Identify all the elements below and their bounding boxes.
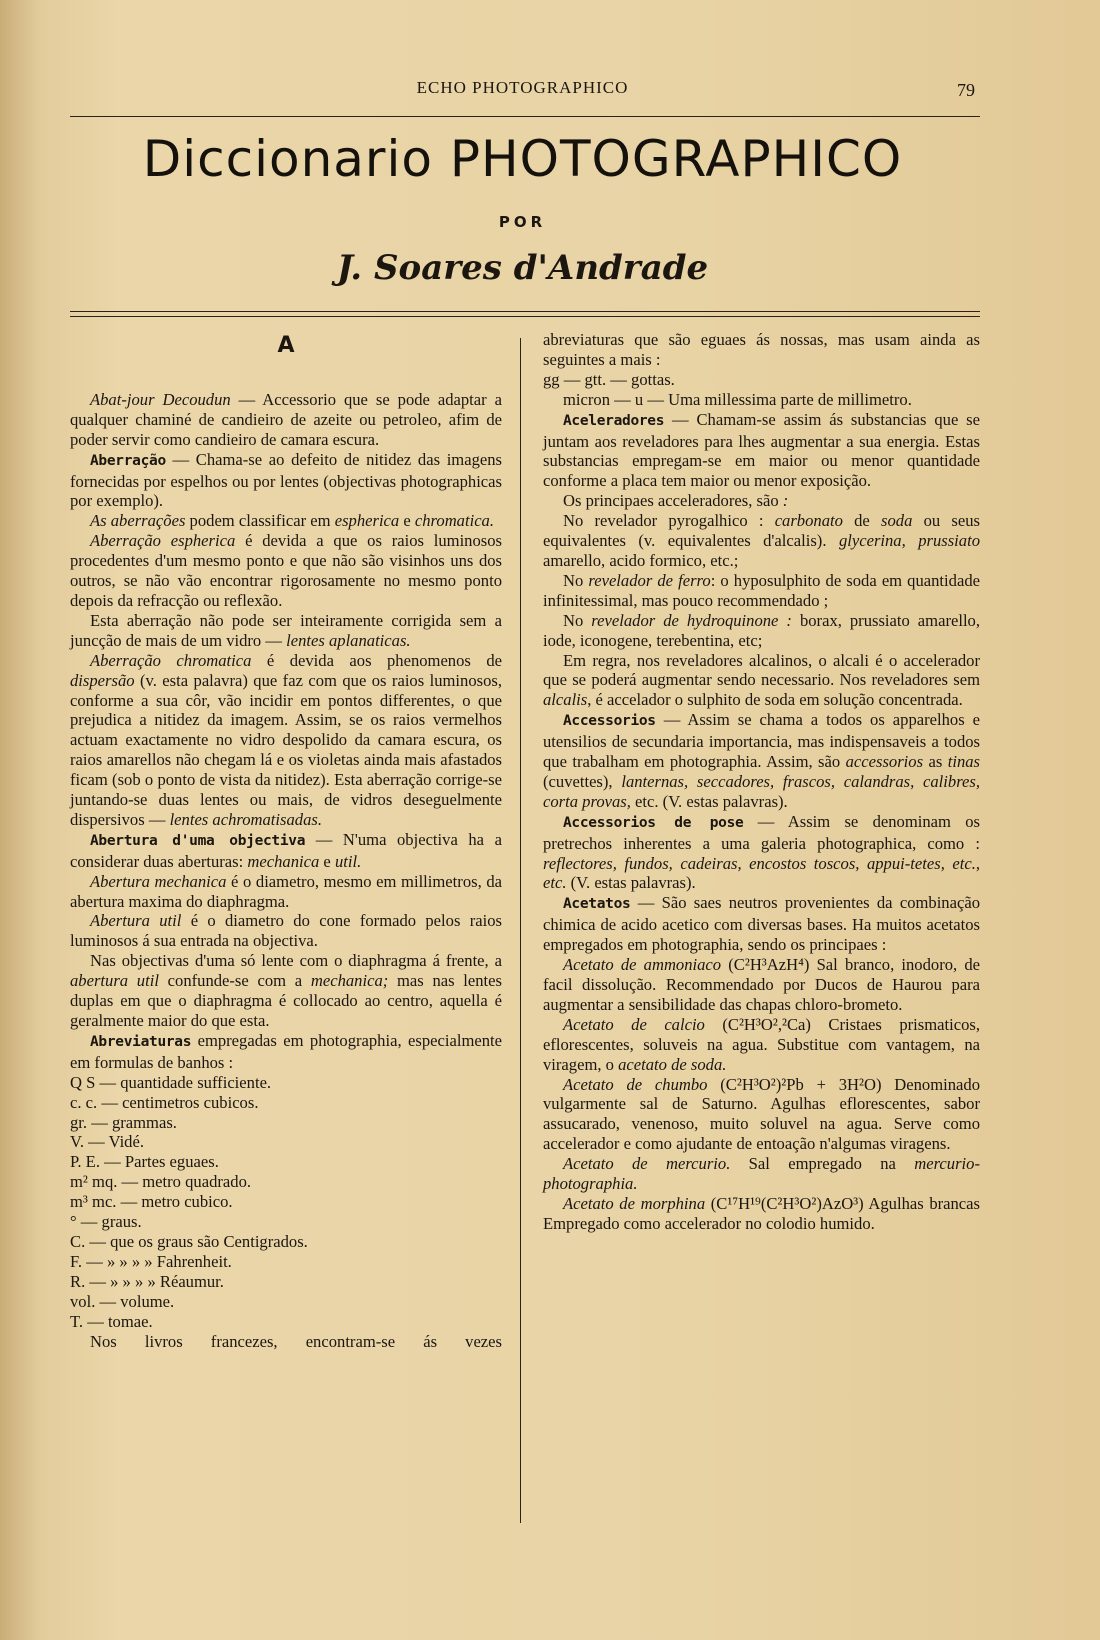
abbreviation-item: micron — u — Uma millessima parte de millimetro.	[563, 389, 912, 409]
entry-term: Abreviaturas	[90, 1033, 192, 1050]
paragraph: No revelador de hydroquinone : borax, prussiato amarello, iode, iconogene, terebentina, etc;	[543, 610, 980, 650]
by-line: POR	[498, 213, 547, 231]
abbreviation-item: R. — » » » » Réaumur.	[70, 1271, 224, 1291]
abbreviation-item: ° — graus.	[70, 1212, 142, 1232]
left-column	[70, 330, 502, 1351]
right-column	[543, 330, 980, 1234]
entry-term: Abat-jour Decoudun	[90, 389, 231, 409]
abbreviation-item: c. c. — centimetros cubicos.	[70, 1092, 259, 1112]
running-head	[70, 78, 975, 108]
paragraph: As aberrações podem classificar em espherica e chromatica.	[90, 511, 495, 531]
entry-aceleradores: Aceleradores — Chamam-se assim ás substancias que se juntam aos reveladores para lhes augmentar a sua energia. Estas substancias empregam-se em maior ou menor quantidade conforme a placa tem maior ou menor exposição.	[543, 409, 980, 491]
paragraph: abreviaturas que são eguaes ás nossas, mas usam ainda as seguintes a mais :	[543, 330, 980, 369]
entry-term: Accessorios	[563, 713, 656, 730]
paragraph: Aberração chromatica é devida aos phenomenos de dispersão (v. esta palavra) que faz com que os raios luminosos, conforme a sua côr, vão incidir em pontos differentes, o que prejudica a nitidez da imagem. Assim, se os raios vermelhos actuam exactamente no vidro despolido da camara escura, os raios amarellos não chegam lá e os violetas ainda mais afastados ficam (sob o ponto de vista da nitidez). Esta aberração corrige-se juntando-se duas lentes ou mais, de vidros deseguelmente dispersivos — lentes achromatisadas.	[70, 650, 502, 829]
entry-term: Aberração	[90, 452, 166, 469]
paragraph: No revelador de ferro: o hyposulphito de soda em quantidade infinitessimal, mas pouco recommendado ;	[543, 570, 980, 610]
author-name: J. Soares d'Andrade	[336, 248, 709, 288]
title-rule-upper	[70, 311, 980, 312]
abbreviation-item: C. — que os graus são Centigrados.	[70, 1231, 308, 1251]
entry-abat-jour: Abat-jour Decoudun — Accessorio que se pode adaptar a qualquer chaminé de candieiro de azeite ou petroleo, afim de poder servir como candieiro de camara escura.	[70, 389, 503, 449]
journal-title: ECHO PHOTOGRAPHICO	[416, 78, 629, 97]
entry-acetatos: Acetatos — São saes neutros provenientes da combinação chimica de acido acetico com diversas bases. Ha muitos acetatos empregados em photographia, sendo os principaes :	[543, 893, 980, 955]
abbreviation-item: F. — » » » » Fahrenheit.	[70, 1251, 232, 1271]
paragraph: Acetato de mercurio. Sal empregado na mercurio-photographia.	[543, 1154, 980, 1194]
abbreviation-item: gr. — grammas.	[70, 1112, 177, 1132]
abbreviation-list	[70, 1073, 502, 1332]
paragraph: Em regra, nos reveladores alcalinos, o alcali é o accelerador que se poderá augmentar sendo necessario. Nos reveladores sem alcalis, é accelador o sulphito de soda em solução concentrada.	[543, 650, 980, 710]
paragraph: Abertura util é o diametro do cone formado pelos raios luminosos á sua entrada na objectiva.	[70, 911, 502, 951]
paragraph: Nas objectivas d'uma só lente com o diaphragma á frente, a abertura util confunde-se com a mechanica; mas nas lentes duplas em que o diaphragma é collocado ao centro, aquella é geralmente maior do que esta.	[70, 951, 502, 1030]
column-divider	[520, 338, 521, 1523]
section-letter: A	[277, 333, 295, 358]
abbreviation-item: V. — Vidé.	[70, 1132, 144, 1152]
paragraph: Abertura mechanica é o diametro, mesmo em millimetros, da abertura maxima do diaphragma.	[70, 871, 502, 911]
entry-term: Accessorios de pose	[563, 814, 744, 831]
paragraph: Os principaes acceleradores, são :	[563, 491, 789, 511]
paragraph: Esta aberração não pode ser inteiramente corrigida sem a juncção de mais de um vidro — lentes aplanaticas.	[70, 610, 502, 650]
abbreviation-item: m² mq. — metro quadrado.	[70, 1172, 252, 1192]
abbreviation-item: T. — tomae.	[70, 1311, 153, 1331]
entry-aberracao: Aberração — Chama-se ao defeito de nitidez das imagens fornecidas por espelhos ou por lentes (objectivas photographicas por exemplo).	[70, 449, 502, 511]
entry-accessorios: Accessorios — Assim se chama a todos os apparelhos e utensilios de secundaria importancia, mas indispensaveis a todos que trabalham em photographia. Assim, são accessorios as tinas (cuvettes), lanternas, seccadores, frascos, calandras, calibres, corta provas, etc. (V. estas palavras).	[543, 710, 981, 811]
abbreviation-item: P. E. — Partes eguaes.	[70, 1152, 219, 1172]
entry-abertura: Abertura d'uma objectiva — N'uma objectiva ha a considerar duas aberturas: mechanica e util.	[70, 829, 502, 871]
paragraph: Acetato de morphina (C¹⁷H¹⁹(C²H³O²)AzO³) Agulhas brancas Empregado como accelerador no colodio humido.	[543, 1193, 980, 1233]
paragraph: Acetato de chumbo (C²H³O²)²Pb + 3H²O) Denominado vulgarmente sal de Saturno. Agulhas eflorescentes, sabor assucarado, venenoso, muito soluvel na agua. Serve como accelerador e como ajudante de entoação n'algumas viragens.	[543, 1074, 980, 1154]
entry-term: Abertura d'uma objectiva	[90, 832, 306, 849]
abbreviation-item: m³ mc. — metro cubico.	[70, 1192, 233, 1212]
paragraph: Acetato de calcio (C²H³O²,²Ca) Cristaes prismaticos, eflorescentes, soluveis na agua. Substitue com vantagem, na viragem, o acetato de soda.	[543, 1014, 980, 1074]
page-number: 79	[957, 80, 975, 100]
paragraph: No revelador pyrogalhico : carbonato de soda ou seus equivalentes (v. equivalentes d'alcalis). glycerina, prussiato amarello, acido formico, etc.;	[543, 511, 980, 570]
entry-term: Acetatos	[563, 896, 631, 913]
paragraph: Aberração espherica é devida a que os raios luminosos procedentes d'um mesmo ponto e que não são visinhos uns dos outros, se não vão encontrar rigorosamente no mesmo ponto depois da refracção ou reflexão.	[70, 531, 502, 610]
abbreviation-item: Q S — quantidade sufficiente.	[70, 1072, 272, 1092]
abbreviation-item: vol. — volume.	[70, 1291, 175, 1311]
entry-accessorios-de-pose: Accessorios de pose — Assim se denominam os pretrechos inherentes a uma galeria photographica, como : reflectores, fundos, cadeiras, encostos toscos, appui-tetes, etc., etc. (V. estas palavras).	[543, 811, 980, 893]
header-rule	[70, 116, 980, 117]
paragraph: Nos livros francezes, encontram-se ás vezes	[90, 1331, 502, 1351]
paragraph: Acetato de ammoniaco (C²H³AzH⁴) Sal branco, inodoro, de facil dissolução. Recommendado por Ducos de Haurou para augmentar a sensibilidade das chapas chloro-brometo.	[543, 955, 980, 1014]
abbreviation-item: gg — gtt. — gottas.	[543, 369, 675, 389]
entry-abreviaturas: Abreviaturas empregadas em photographia, especialmente em formulas de banhos :	[70, 1030, 502, 1072]
dictionary-title: Diccionario PHOTOGRAPHICO	[142, 130, 903, 188]
entry-term: Aceleradores	[563, 412, 665, 429]
title-rule-lower	[70, 316, 980, 317]
